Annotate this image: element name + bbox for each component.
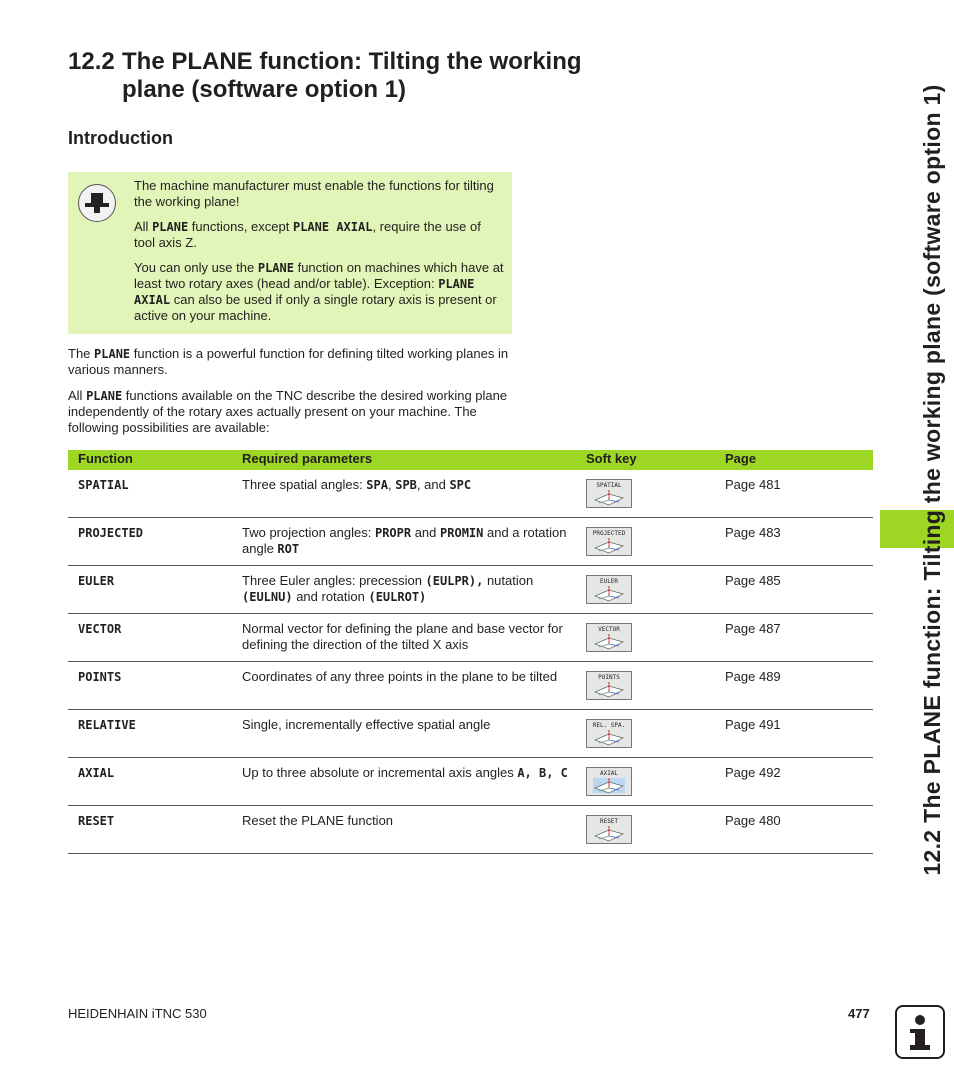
page-reference: Page 491	[725, 717, 781, 732]
note-paragraph-3: You can only use the PLANE function on machines which have at least two rotary axes (head and/or table). Exception: PLANE AXIAL can also be used if only a single rotary axis is present or active on your machine.	[134, 260, 504, 323]
table-row	[68, 806, 873, 854]
function-name: VECTOR	[78, 622, 122, 636]
section-number: 12.2	[68, 48, 115, 75]
table-header	[68, 450, 873, 470]
manufacturer-note	[68, 172, 512, 334]
header-softkey: Soft key	[586, 451, 637, 466]
required-parameters: Normal vector for defining the plane and base vector for defining the direction of the tilted X axis	[242, 621, 563, 652]
footer-page-number: 477	[848, 1006, 870, 1021]
note-text	[134, 178, 504, 333]
section-title: The PLANE function: Tilting the working plane (software option 1)	[122, 48, 582, 103]
header-function: Function	[78, 451, 133, 466]
page-reference: Page 483	[725, 525, 781, 540]
softkey-label: VECTOR	[598, 626, 620, 633]
softkey-label: PROJECTED	[592, 530, 626, 537]
required-parameters: Reset the PLANE function	[242, 813, 394, 828]
body-paragraph-1: The PLANE function is a powerful function for defining tilted working planes in various manners.	[68, 346, 509, 377]
softkey-label: REL. SPA.	[592, 722, 626, 729]
function-name: POINTS	[78, 670, 122, 684]
page-reference: Page 480	[725, 813, 781, 828]
softkey-icon	[586, 719, 632, 748]
table-row	[68, 710, 873, 758]
table-row	[68, 470, 873, 518]
softkey-icon	[586, 575, 632, 604]
softkey-icon	[586, 767, 632, 796]
required-parameters: Coordinates of any three points in the plane to be tilted	[242, 669, 558, 684]
table-row	[68, 662, 873, 710]
body-paragraph-2: All PLANE functions available on the TNC describe the desired working plane independently of the rotary axes actually present on your machine. The following possibilities are available:	[68, 388, 508, 435]
plane-functions-table	[68, 450, 873, 854]
required-parameters: Three spatial angles: SPA, SPB, and SPC	[242, 477, 472, 492]
softkey-label: AXIAL	[599, 770, 619, 777]
table-row	[68, 566, 873, 614]
note-paragraph-2: All PLANE functions, except PLANE AXIAL, require the use of tool axis Z.	[134, 219, 481, 250]
required-parameters: Single, incrementally effective spatial angle	[242, 717, 491, 732]
function-name: EULER	[78, 574, 115, 588]
softkey-label: RESET	[599, 818, 619, 825]
table-row	[68, 518, 873, 566]
required-parameters: Up to three absolute or incremental axis angles A, B, C	[242, 765, 568, 780]
subheading-introduction: Introduction	[68, 128, 173, 148]
header-page: Page	[725, 451, 757, 466]
header-parameters: Required parameters	[242, 451, 373, 466]
page-reference: Page 489	[725, 669, 781, 684]
softkey-icon	[586, 479, 632, 508]
side-running-title: 12.2 The PLANE function: Tilting the working plane (software option 1)	[919, 84, 945, 876]
page-reference: Page 487	[725, 621, 781, 636]
softkey-icon	[586, 623, 632, 652]
softkey-label: EULER	[599, 578, 619, 585]
info-icon	[895, 1005, 945, 1059]
softkey-icon	[586, 527, 632, 556]
function-name: RESET	[78, 814, 115, 828]
footer-product: HEIDENHAIN iTNC 530	[68, 1006, 207, 1021]
page-reference: Page 481	[725, 477, 781, 492]
table-body	[68, 470, 873, 854]
required-parameters: Three Euler angles: precession (EULPR), nutation (EULNU) and rotation (EULROT)	[242, 573, 534, 604]
page-reference: Page 485	[725, 573, 781, 588]
function-name: PROJECTED	[78, 526, 144, 540]
softkey-icon	[586, 815, 632, 844]
function-name: RELATIVE	[78, 718, 136, 732]
note-paragraph-1: The machine manufacturer must enable the functions for tilting the working plane!	[134, 178, 494, 209]
required-parameters: Two projection angles: PROPR and PROMIN and a rotation angle ROT	[242, 525, 567, 556]
machine-manufacturer-icon	[78, 184, 116, 222]
table-row	[68, 614, 873, 662]
softkey-label: SPATIAL	[596, 482, 622, 489]
softkey-label: POINTS	[598, 674, 620, 681]
table-row	[68, 758, 873, 806]
softkey-icon	[586, 671, 632, 700]
function-name: AXIAL	[78, 766, 115, 780]
page-reference: Page 492	[725, 765, 781, 780]
function-name: SPATIAL	[78, 478, 129, 492]
